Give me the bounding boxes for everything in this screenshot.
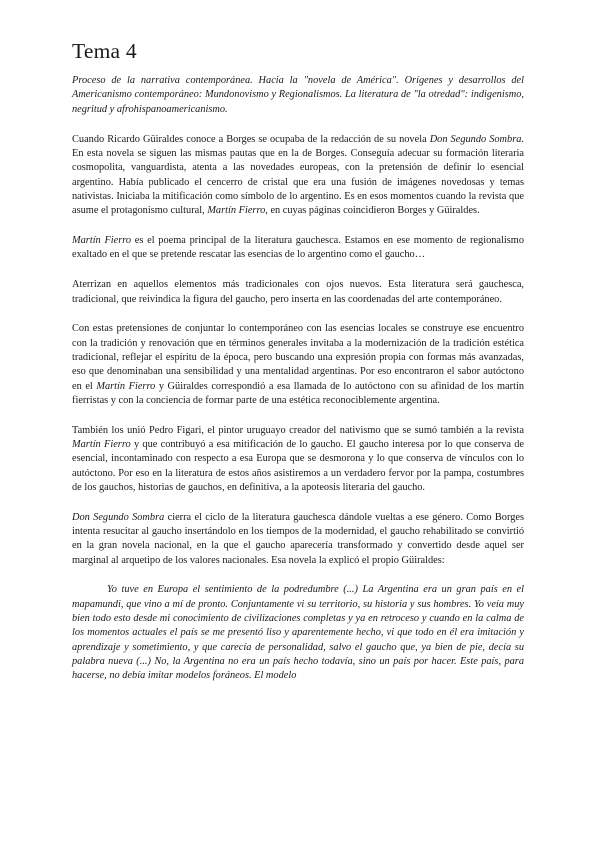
paragraph-1	[72, 133, 524, 219]
paragraph-6	[72, 511, 524, 568]
text-run: y que contribuyó a esa mitificación de lo gaucho. El gaucho interesa por lo que conserva de esencial, incontaminado con respecto a esa Europa que se desmorona y lo que conserva de vínculos con lo autóctono. Por eso en la literatura de estos años asistiremos a un verdadero fervor por la pampa, costumbres de los gauchos, historias de gauchos, en definitiva, a la apoteosis literaria del gaucho.	[72, 438, 525, 493]
title-italic: Martín Fierro	[72, 235, 132, 247]
text-run: , en cuyas páginas coincidieron Borges y Güiraldes.	[265, 205, 480, 217]
text-run: cierra el ciclo de la literatura gauchesca dándole vueltas a ese género. Como Borges intenta resucitar al gaucho insertándolo en los tiempos de la modernidad, el gaucho rehabilitado se convirtió en la gran novela nacional, en la que el gaucho aparecería transformado y convertido desde aquel ser marginal al arquetipo de los valores nacionales. Esa novela la explicó el propio Güiraldes:	[72, 511, 524, 566]
page-title: Tema 4	[72, 39, 137, 63]
text-run: Aterrizan en aquellos elementos más tradicionales con ojos nuevos. Esta literatura será gauchesca, tradicional, que reivindica la figura del gaucho, pero inserta en las coordenadas del arte contemporáneo.	[72, 279, 524, 305]
title-italic: Martín Fierro	[207, 205, 266, 217]
block-quote: Yo tuve en Europa el sentimiento de la podredumbre (...) La Argentina era un gran país en el mapamundi, que vino a mí de pronto. Conjuntamente vi su territorio, su historia y sus hombres. Yo veía muy bien todo esto desde mi conocimiento de civilizaciones completas y ya en retroceso y cuando en la calma de los momentos actuales el país se me presentó liso y aparentemente hecho, vi que todo en él era imitación y aprendizaje y sometimiento, y que carecía de personalidad, salvo el gaucho que, ya bien de pie, decía su palabra nueva (...) No, la Argentina no era un país hecho todavía, sino un país por hacer. Este país, para hacerse, no debía imitar modelos foráneos. El modelo	[72, 584, 524, 682]
text-run: es el poema principal de la literatura gauchesca. Estamos en ese momento de regionalismo exaltado en el que se pretende rescatar las esencias de lo argentino como el gaucho…	[72, 235, 524, 261]
text-run: Cuando Ricardo Güiraldes conoce a Borges se ocupaba de la redacción de su novela	[72, 133, 430, 145]
title-italic: Martín Fierro	[96, 380, 156, 392]
paragraph-4	[72, 322, 524, 408]
title-italic: Martín Fierro	[72, 438, 131, 450]
title-italic: Don Segundo Sombra	[429, 133, 522, 145]
paragraph-3	[72, 278, 524, 307]
text-run: y Güiraldes correspondió a esa llamada de lo autóctono con su afinidad de los martín fierristas y con la conciencia de formar parte de una estética reconociblemente argentina.	[72, 380, 524, 406]
title-italic: Don Segundo Sombra	[72, 511, 165, 523]
topic-subtitle: Proceso de la narrativa contemporánea. Hacia la "novela de América". Orígenes y desarrollos del Americanismo contemporáneo: Mundonovismo y Regionalismos. La literatura de "la otredad": indigenismo, negritud y afrohispanoamericanismo.	[72, 75, 524, 115]
text-run: . En esta novela se siguen las mismas pautas que en la de Borges. Conseguía adecuar su formación literaria cosmopolita, vanguardista, atenta a las novedades europeas, con la pretensión de definir lo esencial argentino. Había publicado el cencerro de cristal que era una fusión de imágenes novedosas y temas nativistas. Iniciaba la mitificación como símbolo de lo argentino. Es en esos momentos cuando la revista que asume el protagonismo cultural,	[72, 133, 524, 217]
text-run: También los unió Pedro Figari, el pintor uruguayo creador del nativismo que se sumó también a la revista	[72, 424, 524, 436]
text-run: Con estas pretensiones de conjuntar lo contemporáneo con las esencias locales se construye ese encuentro con la tradición y renovación que en términos generales invitaba a la modernización de la tradición estética tradicional, reflejar el espíritu de la época, pero buscando una expresión propia con formas más avanzadas, eso que denominaban una sensibilidad y una mentalidad argentinas. Por eso encontraron el sabor autóctono en el	[72, 323, 524, 392]
document-page	[72, 38, 524, 683]
paragraph-2	[72, 234, 524, 263]
paragraph-5	[72, 424, 524, 495]
